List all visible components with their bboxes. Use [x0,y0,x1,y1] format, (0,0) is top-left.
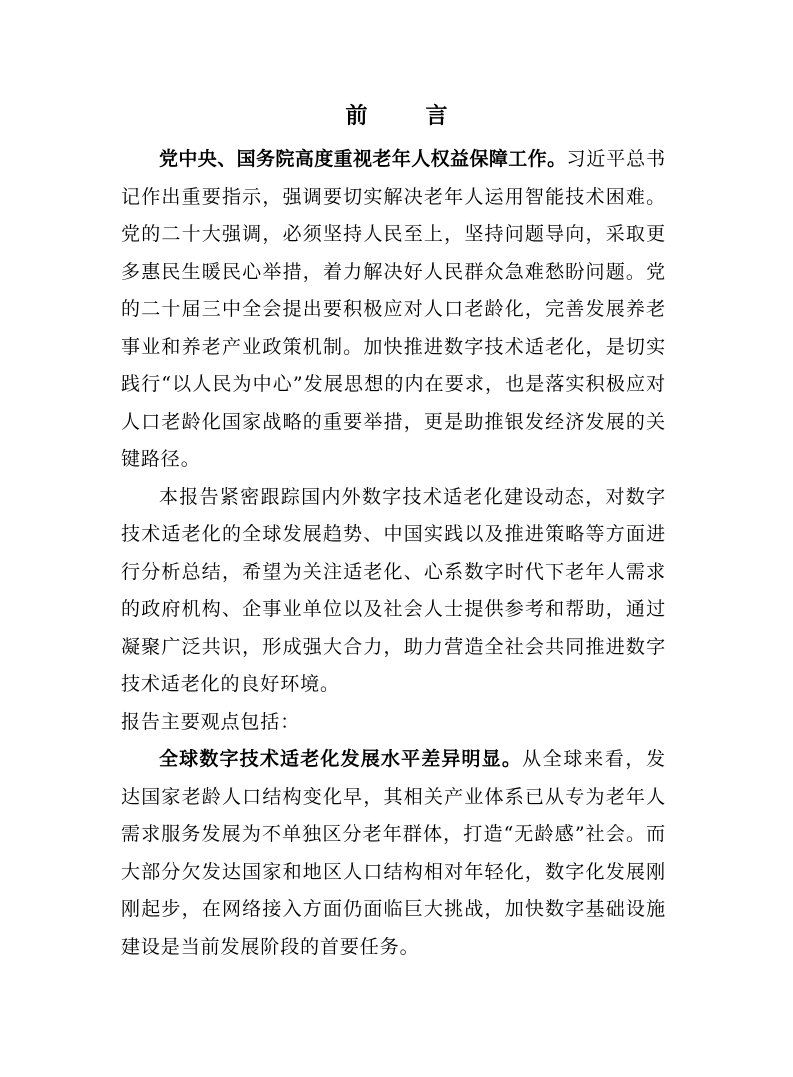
paragraph-2-text: 本报告紧密跟踪国内外数字技术适老化建设动态，对数字技术适老化的全球发展趋势、中国实践以及推进策略等方面进行分析总结，希望为关注适老化、心系数字时代下老年人需求的政府机构、企事业单位以及社会人士提供参考和帮助，通过凝聚广泛共识，形成强大合力，助力营造全社会共同推进数字技术适老化的良好环境。 [121,485,666,695]
page-title: 前 言 [345,104,466,129]
paragraph-2 [121,479,666,704]
paragraph-3 [121,741,666,966]
paragraph-3-lead: 全球数字技术适老化发展水平差异明显。 [159,748,523,770]
paragraph-1-lead: 党中央、国务院高度重视老年人权益保障工作。 [159,148,567,170]
paragraph-3-text: 从全球来看，发达国家老龄人口结构变化早，其相关产业体系已从专为老年人需求服务发展为不单独区分老年群体，打造“无龄感”社会。而大部分欠发达国家和地区人口结构相对年轻化，数字化发展刚刚起步，在网络接入方面仍面临巨大挑战，加快数字基础设施建设是当前发展阶段的首要任务。 [121,748,666,958]
document-body [121,141,666,966]
summary-line: 报告主要观点包括： [121,710,301,733]
paragraph-1 [121,141,666,479]
paragraph-1-text: 习近平总书记作出重要指示，强调要切实解决老年人运用智能技术困难。党的二十大强调，必须坚持人民至上，坚持问题导向，采取更多惠民生暖民心举措，着力解决好人民群众急难愁盼问题。党的二十届三中全会提出要积极应对人口老龄化，完善发展养老事业和养老产业政策机制。加快推进数字技术适老化，是切实践行“以人民为中心”发展思想的内在要求，也是落实积极应对人口老龄化国家战略的重要举措，更是助推银发经济发展的关键路径。 [121,148,666,470]
